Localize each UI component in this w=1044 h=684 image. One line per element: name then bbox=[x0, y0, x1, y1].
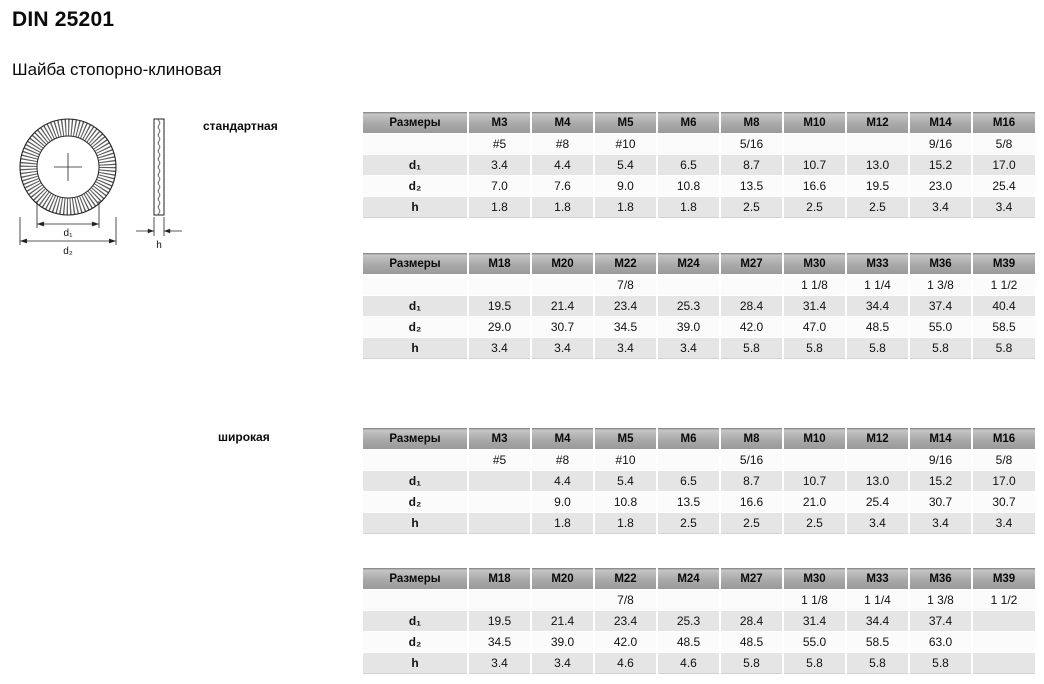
inch-size-cell: 7/8 bbox=[594, 590, 657, 611]
dimension-row bbox=[363, 317, 1035, 338]
metric-size-header: M20 bbox=[531, 254, 594, 275]
dimension-value-cell: 6.5 bbox=[657, 471, 720, 492]
dimension-value-cell: 25.4 bbox=[972, 176, 1035, 197]
dimension-value-cell: 40.4 bbox=[972, 296, 1035, 317]
metric-size-header: M39 bbox=[972, 254, 1035, 275]
dimension-value-cell: 15.2 bbox=[909, 155, 972, 176]
dimension-value-cell bbox=[972, 611, 1035, 632]
dimension-value-cell: 3.4 bbox=[468, 338, 531, 359]
dimension-value-cell: 5.8 bbox=[909, 653, 972, 674]
inch-size-cell bbox=[468, 275, 531, 296]
metric-size-header: M18 bbox=[468, 254, 531, 275]
dimension-value-cell: 1.8 bbox=[531, 513, 594, 534]
metric-size-header: M12 bbox=[846, 113, 909, 134]
dimension-value-cell: 37.4 bbox=[909, 296, 972, 317]
dimension-value-cell: 3.4 bbox=[594, 338, 657, 359]
dimension-value-cell: 1.8 bbox=[594, 513, 657, 534]
inch-size-cell bbox=[363, 275, 468, 296]
metric-size-header: M27 bbox=[720, 254, 783, 275]
dimension-value-cell: 9.0 bbox=[531, 492, 594, 513]
dimension-value-cell: 3.4 bbox=[909, 513, 972, 534]
h-dimension bbox=[136, 217, 182, 236]
metric-size-header: M4 bbox=[531, 113, 594, 134]
dimension-value-cell: 3.4 bbox=[846, 513, 909, 534]
metric-size-header: M10 bbox=[783, 113, 846, 134]
dimension-value-cell: 39.0 bbox=[657, 317, 720, 338]
page-title: DIN 25201 bbox=[12, 8, 115, 31]
metric-size-header: M22 bbox=[594, 569, 657, 590]
dimension-value-cell: 10.7 bbox=[783, 155, 846, 176]
table-header-row bbox=[363, 569, 1035, 590]
dimension-value-cell: 3.4 bbox=[909, 197, 972, 218]
dimension-value-cell bbox=[468, 471, 531, 492]
dimension-value-cell: 30.7 bbox=[531, 317, 594, 338]
dimension-value-cell: 4.6 bbox=[657, 653, 720, 674]
section-label-wide: широкая bbox=[218, 430, 270, 444]
dimension-value-cell: 2.5 bbox=[720, 197, 783, 218]
metric-size-header: M27 bbox=[720, 569, 783, 590]
metric-size-header: M33 bbox=[846, 569, 909, 590]
table-header-row bbox=[363, 113, 1035, 134]
dimension-value-cell: 2.5 bbox=[720, 513, 783, 534]
dimension-value-cell bbox=[468, 492, 531, 513]
dimension-row bbox=[363, 197, 1035, 218]
metric-size-header: M20 bbox=[531, 569, 594, 590]
spec-table-standard-m18-m39 bbox=[363, 253, 1035, 359]
inch-size-cell: 1 1/2 bbox=[972, 590, 1035, 611]
inch-size-cell bbox=[363, 134, 468, 155]
inch-size-cell: #10 bbox=[594, 450, 657, 471]
inch-size-cell bbox=[531, 590, 594, 611]
dimension-value-cell: 1.8 bbox=[468, 197, 531, 218]
metric-size-header: M4 bbox=[531, 429, 594, 450]
metric-size-header: M8 bbox=[720, 113, 783, 134]
dimension-value-cell: 2.5 bbox=[783, 513, 846, 534]
page-subtitle: Шайба стопорно-клиновая bbox=[12, 60, 222, 79]
metric-size-header: M39 bbox=[972, 569, 1035, 590]
dimension-value-cell: 6.5 bbox=[657, 155, 720, 176]
sizes-header: Размеры bbox=[363, 569, 468, 590]
dimension-value-cell: 19.5 bbox=[468, 611, 531, 632]
inch-size-cell bbox=[657, 275, 720, 296]
dimension-value-cell: 29.0 bbox=[468, 317, 531, 338]
dimension-value-cell: 4.4 bbox=[531, 471, 594, 492]
metric-size-header: M22 bbox=[594, 254, 657, 275]
metric-size-header: M24 bbox=[657, 254, 720, 275]
dimension-value-cell bbox=[972, 632, 1035, 653]
dimension-row bbox=[363, 492, 1035, 513]
inch-size-cell: 7/8 bbox=[594, 275, 657, 296]
dimension-value-cell: 16.6 bbox=[720, 492, 783, 513]
inch-size-cell: 5/16 bbox=[720, 450, 783, 471]
metric-size-header: M12 bbox=[846, 429, 909, 450]
dimension-value-cell: 5.8 bbox=[720, 338, 783, 359]
inch-size-cell bbox=[468, 590, 531, 611]
dimension-value-cell: 25.4 bbox=[846, 492, 909, 513]
dimension-label: d₁ bbox=[363, 471, 468, 492]
spec-table-wide-m18-m39 bbox=[363, 568, 1035, 674]
dimension-value-cell: 13.5 bbox=[657, 492, 720, 513]
metric-size-header: M6 bbox=[657, 113, 720, 134]
metric-size-header: M14 bbox=[909, 113, 972, 134]
dimension-value-cell: 5.8 bbox=[909, 338, 972, 359]
inch-size-cell: 1 1/8 bbox=[783, 275, 846, 296]
inch-size-cell: 9/16 bbox=[909, 134, 972, 155]
dimension-row bbox=[363, 176, 1035, 197]
dimension-value-cell: 21.4 bbox=[531, 611, 594, 632]
dimension-value-cell: 42.0 bbox=[594, 632, 657, 653]
dimension-value-cell bbox=[972, 653, 1035, 674]
inch-size-cell: #10 bbox=[594, 134, 657, 155]
inch-sizes-row bbox=[363, 590, 1035, 611]
dimension-row bbox=[363, 155, 1035, 176]
inch-size-cell bbox=[720, 590, 783, 611]
dimension-value-cell: 19.5 bbox=[846, 176, 909, 197]
dimension-value-cell: 3.4 bbox=[468, 653, 531, 674]
dimension-value-cell: 4.4 bbox=[531, 155, 594, 176]
dimension-value-cell: 2.5 bbox=[783, 197, 846, 218]
dimension-value-cell: 21.4 bbox=[531, 296, 594, 317]
sizes-header: Размеры bbox=[363, 113, 468, 134]
inch-size-cell: #8 bbox=[531, 450, 594, 471]
dimension-value-cell: 34.5 bbox=[594, 317, 657, 338]
inch-size-cell bbox=[846, 134, 909, 155]
dimension-value-cell: 10.8 bbox=[594, 492, 657, 513]
dimension-value-cell: 48.5 bbox=[720, 632, 783, 653]
washer-front-view bbox=[20, 119, 116, 215]
inch-size-cell bbox=[720, 275, 783, 296]
dimension-value-cell: 7.6 bbox=[531, 176, 594, 197]
dimension-value-cell: 48.5 bbox=[846, 317, 909, 338]
dimension-value-cell: 9.0 bbox=[594, 176, 657, 197]
inch-sizes-row bbox=[363, 275, 1035, 296]
metric-size-header: M3 bbox=[468, 429, 531, 450]
dimension-value-cell: 31.4 bbox=[783, 296, 846, 317]
dimension-value-cell bbox=[468, 513, 531, 534]
metric-size-header: M36 bbox=[909, 569, 972, 590]
dimension-value-cell: 5.8 bbox=[720, 653, 783, 674]
metric-size-header: M36 bbox=[909, 254, 972, 275]
metric-size-header: M5 bbox=[594, 429, 657, 450]
dimension-label: h bbox=[363, 513, 468, 534]
inch-size-cell: 5/8 bbox=[972, 134, 1035, 155]
inch-size-cell bbox=[783, 450, 846, 471]
dimension-value-cell: 30.7 bbox=[972, 492, 1035, 513]
inch-size-cell: 1 3/8 bbox=[909, 275, 972, 296]
inch-size-cell: 5/16 bbox=[720, 134, 783, 155]
inch-size-cell: 5/8 bbox=[972, 450, 1035, 471]
dimension-value-cell: 16.6 bbox=[783, 176, 846, 197]
dimension-value-cell: 3.4 bbox=[972, 513, 1035, 534]
dimension-label: d₁ bbox=[363, 155, 468, 176]
dimension-value-cell: 5.4 bbox=[594, 155, 657, 176]
dimension-value-cell: 25.3 bbox=[657, 296, 720, 317]
inch-size-cell bbox=[363, 450, 468, 471]
inch-size-cell: #8 bbox=[531, 134, 594, 155]
dimension-value-cell: 3.4 bbox=[531, 653, 594, 674]
dimension-value-cell: 58.5 bbox=[972, 317, 1035, 338]
dimension-value-cell: 3.4 bbox=[657, 338, 720, 359]
inch-size-cell: 1 1/4 bbox=[846, 275, 909, 296]
dimension-value-cell: 7.0 bbox=[468, 176, 531, 197]
inch-size-cell bbox=[846, 450, 909, 471]
inch-size-cell: 1 1/8 bbox=[783, 590, 846, 611]
dimension-value-cell: 34.4 bbox=[846, 611, 909, 632]
inch-size-cell bbox=[657, 590, 720, 611]
inch-size-cell: #5 bbox=[468, 450, 531, 471]
washer-side-view bbox=[154, 119, 164, 215]
dimension-value-cell: 28.4 bbox=[720, 611, 783, 632]
d2-label: d₂ bbox=[63, 246, 73, 257]
metric-size-header: M14 bbox=[909, 429, 972, 450]
dimension-label: d₂ bbox=[363, 492, 468, 513]
dimension-value-cell: 48.5 bbox=[657, 632, 720, 653]
dimension-value-cell: 5.8 bbox=[783, 338, 846, 359]
dimension-row bbox=[363, 632, 1035, 653]
dimension-row bbox=[363, 513, 1035, 534]
metric-size-header: M16 bbox=[972, 429, 1035, 450]
dimension-value-cell: 23.4 bbox=[594, 611, 657, 632]
dimension-row bbox=[363, 611, 1035, 632]
sizes-header: Размеры bbox=[363, 429, 468, 450]
dimension-value-cell: 5.4 bbox=[594, 471, 657, 492]
dimension-label: h bbox=[363, 338, 468, 359]
dimension-value-cell: 5.8 bbox=[846, 653, 909, 674]
dimension-value-cell: 10.7 bbox=[783, 471, 846, 492]
dimension-value-cell: 42.0 bbox=[720, 317, 783, 338]
dimension-label: d₂ bbox=[363, 176, 468, 197]
dimension-value-cell: 4.6 bbox=[594, 653, 657, 674]
dimension-label: h bbox=[363, 197, 468, 218]
spec-table-wide-m3-m16 bbox=[363, 428, 1035, 534]
dimension-label: d₁ bbox=[363, 611, 468, 632]
inch-sizes-row bbox=[363, 134, 1035, 155]
inch-size-cell bbox=[363, 590, 468, 611]
dimension-value-cell: 3.4 bbox=[531, 338, 594, 359]
dimension-value-cell: 5.8 bbox=[846, 338, 909, 359]
dimension-value-cell: 1.8 bbox=[657, 197, 720, 218]
dimension-value-cell: 10.8 bbox=[657, 176, 720, 197]
dimension-row bbox=[363, 338, 1035, 359]
metric-size-header: M6 bbox=[657, 429, 720, 450]
inch-size-cell bbox=[783, 134, 846, 155]
washer-technical-drawing bbox=[8, 95, 208, 270]
inch-size-cell: 9/16 bbox=[909, 450, 972, 471]
inch-size-cell: 1 3/8 bbox=[909, 590, 972, 611]
dimension-value-cell: 55.0 bbox=[909, 317, 972, 338]
dimension-value-cell: 15.2 bbox=[909, 471, 972, 492]
section-label-standard: стандартная bbox=[203, 119, 278, 133]
inch-size-cell: 1 1/2 bbox=[972, 275, 1035, 296]
dimension-value-cell: 34.5 bbox=[468, 632, 531, 653]
inch-size-cell: #5 bbox=[468, 134, 531, 155]
dimension-value-cell: 8.7 bbox=[720, 471, 783, 492]
dimension-value-cell: 37.4 bbox=[909, 611, 972, 632]
dimension-value-cell: 23.0 bbox=[909, 176, 972, 197]
dimension-value-cell: 3.4 bbox=[972, 197, 1035, 218]
dimension-value-cell: 17.0 bbox=[972, 471, 1035, 492]
inch-size-cell bbox=[657, 134, 720, 155]
dimension-value-cell: 2.5 bbox=[657, 513, 720, 534]
dimension-label: d₁ bbox=[363, 296, 468, 317]
washer-drawing-svg bbox=[8, 95, 208, 270]
dimension-value-cell: 30.7 bbox=[909, 492, 972, 513]
dimension-value-cell: 63.0 bbox=[909, 632, 972, 653]
metric-size-header: M33 bbox=[846, 254, 909, 275]
table-header-row bbox=[363, 429, 1035, 450]
dimension-label: d₂ bbox=[363, 317, 468, 338]
dimension-value-cell: 8.7 bbox=[720, 155, 783, 176]
inch-size-cell: 1 1/4 bbox=[846, 590, 909, 611]
dimension-value-cell: 5.8 bbox=[783, 653, 846, 674]
dimension-value-cell: 31.4 bbox=[783, 611, 846, 632]
dimension-value-cell: 13.5 bbox=[720, 176, 783, 197]
dimension-value-cell: 1.8 bbox=[594, 197, 657, 218]
dimension-value-cell: 17.0 bbox=[972, 155, 1035, 176]
metric-size-header: M5 bbox=[594, 113, 657, 134]
dimension-label: d₂ bbox=[363, 632, 468, 653]
sizes-header: Размеры bbox=[363, 254, 468, 275]
dimension-value-cell: 47.0 bbox=[783, 317, 846, 338]
dimension-row bbox=[363, 653, 1035, 674]
inch-size-cell bbox=[531, 275, 594, 296]
dimension-value-cell: 5.8 bbox=[972, 338, 1035, 359]
metric-size-header: M8 bbox=[720, 429, 783, 450]
dimension-value-cell: 2.5 bbox=[846, 197, 909, 218]
metric-size-header: M24 bbox=[657, 569, 720, 590]
dimension-value-cell: 58.5 bbox=[846, 632, 909, 653]
dimension-value-cell: 3.4 bbox=[468, 155, 531, 176]
dimension-value-cell: 23.4 bbox=[594, 296, 657, 317]
metric-size-header: M30 bbox=[783, 254, 846, 275]
metric-size-header: M3 bbox=[468, 113, 531, 134]
metric-size-header: M10 bbox=[783, 429, 846, 450]
d1-label: d₁ bbox=[63, 228, 73, 239]
inch-sizes-row bbox=[363, 450, 1035, 471]
table-header-row bbox=[363, 254, 1035, 275]
inch-size-cell bbox=[657, 450, 720, 471]
dimension-value-cell: 21.0 bbox=[783, 492, 846, 513]
dimension-value-cell: 55.0 bbox=[783, 632, 846, 653]
dimension-value-cell: 13.0 bbox=[846, 471, 909, 492]
metric-size-header: M30 bbox=[783, 569, 846, 590]
metric-size-header: M18 bbox=[468, 569, 531, 590]
h-label: h bbox=[156, 240, 162, 251]
dimension-value-cell: 1.8 bbox=[531, 197, 594, 218]
metric-size-header: M16 bbox=[972, 113, 1035, 134]
dimension-value-cell: 19.5 bbox=[468, 296, 531, 317]
dimension-value-cell: 25.3 bbox=[657, 611, 720, 632]
spec-table-standard-m3-m16 bbox=[363, 112, 1035, 218]
dimension-value-cell: 13.0 bbox=[846, 155, 909, 176]
dimension-value-cell: 28.4 bbox=[720, 296, 783, 317]
dimension-row bbox=[363, 471, 1035, 492]
dimension-value-cell: 39.0 bbox=[531, 632, 594, 653]
dimension-label: h bbox=[363, 653, 468, 674]
dimension-value-cell: 34.4 bbox=[846, 296, 909, 317]
dimension-row bbox=[363, 296, 1035, 317]
